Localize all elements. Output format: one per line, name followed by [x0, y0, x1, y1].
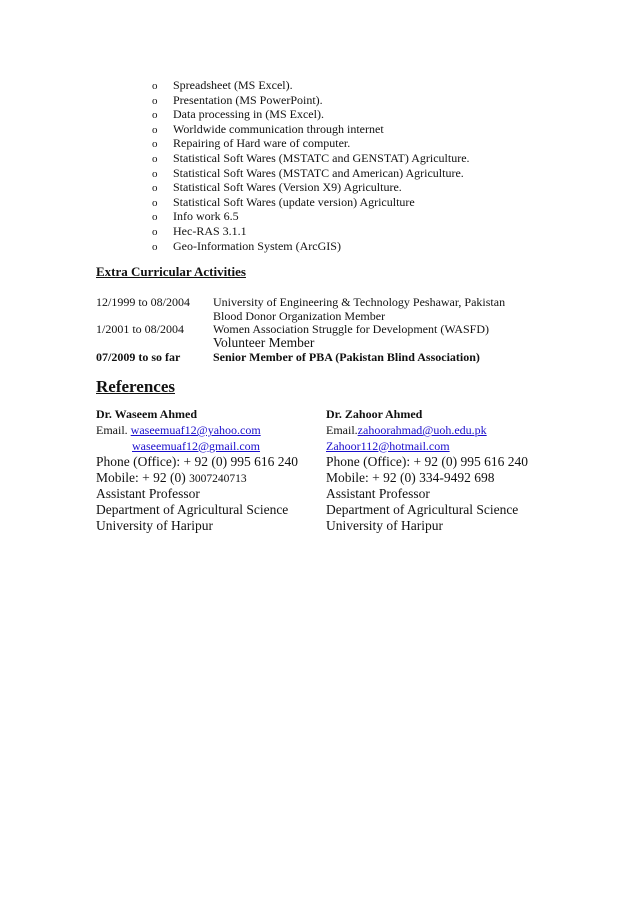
reference-title: Assistant Professor: [96, 486, 200, 501]
list-item: [152, 122, 470, 137]
extra-curricular-heading: Extra Curricular Activities: [96, 264, 246, 279]
list-item: [152, 180, 470, 195]
list-item-text: Statistical Soft Wares (Version X9) Agriculture.: [173, 180, 402, 195]
activity-role: Volunteer Member: [213, 335, 315, 350]
list-item-text: Info work 6.5: [173, 209, 239, 224]
reference-name: Dr. Waseem Ahmed: [96, 407, 198, 421]
list-item: [152, 151, 470, 166]
reference-phone: Phone (Office): + 92 (0) 995 616 240: [326, 454, 528, 469]
list-bullet: o: [152, 196, 158, 209]
list-item: [152, 93, 470, 108]
list-item: [152, 209, 470, 224]
list-bullet: o: [152, 109, 158, 122]
list-item-text: Spreadsheet (MS Excel).: [173, 78, 293, 92]
reference-email-alt: [96, 439, 326, 455]
reference-email: [96, 423, 326, 439]
email-link[interactable]: zahoorahmad@uoh.edu.pk: [357, 423, 487, 437]
list-bullet: o: [152, 123, 158, 136]
list-bullet: o: [152, 152, 158, 165]
list-item-text: Presentation (MS PowerPoint).: [173, 92, 323, 107]
list-bullet: o: [152, 182, 158, 195]
list-bullet: o: [152, 211, 158, 224]
reference-department: Department of Agricultural Science: [326, 502, 519, 517]
references-heading: References: [96, 377, 175, 396]
list-item: [152, 195, 470, 210]
list-item: [152, 107, 470, 122]
list-item-text: Geo-Information System (ArcGIS): [173, 238, 341, 253]
email-link[interactable]: waseemuaf12@yahoo.com: [130, 423, 261, 437]
activity-date: 12/1999 to 08/2004: [96, 295, 191, 309]
list-item-text: Statistical Soft Wares (MSTATC and American) Agriculture.: [173, 165, 464, 180]
list-item-text: Worldwide communication through internet: [173, 121, 384, 136]
email-label: Email.: [326, 423, 358, 437]
email-label: Email.: [96, 423, 131, 437]
list-bullet: o: [152, 80, 158, 92]
reference-email-alt: [326, 439, 556, 455]
list-item-text: Data processing in (MS Excel).: [173, 107, 324, 122]
reference-university: University of Haripur: [96, 518, 213, 533]
list-item-text: Statistical Soft Wares (update version) Agriculture: [173, 194, 415, 209]
reference-name: Dr. Zahoor Ahmed: [326, 407, 423, 421]
reference-phone: Phone (Office): + 92 (0) 995 616 240: [96, 454, 298, 469]
list-bullet: o: [152, 225, 158, 238]
reference-email: [326, 423, 556, 439]
reference-card: [96, 406, 326, 534]
list-item: [152, 136, 470, 151]
list-item: [152, 224, 470, 239]
activity-description: University of Engineering & Technology Peshawar, Pakistan: [213, 295, 506, 309]
reference-mobile: Mobile: + 92 (0) 334-9492 698: [326, 470, 495, 485]
activity-description: Women Association Struggle for Development (WASFD): [213, 322, 489, 336]
activity-date: 07/2009 to so far: [96, 350, 181, 364]
list-bullet: o: [152, 138, 158, 151]
list-item-text: Statistical Soft Wares (MSTATC and GENSTAT) Agriculture.: [173, 150, 470, 165]
activity-role: Blood Donor Organization Member: [213, 309, 386, 323]
list-item-text: Hec-RAS 3.1.1: [173, 223, 247, 238]
reference-department: Department of Agricultural Science: [96, 502, 289, 517]
mobile-number: 3007240713: [189, 473, 247, 485]
list-item-text: Repairing of Hard ware of computer.: [173, 136, 351, 151]
reference-mobile: [96, 470, 326, 486]
list-item: [152, 166, 470, 181]
skills-list: [152, 78, 470, 253]
list-bullet: o: [152, 167, 158, 180]
list-bullet: o: [152, 94, 158, 107]
list-item: [152, 239, 470, 254]
activity-description: Senior Member of PBA (Pakistan Blind Association): [213, 350, 480, 364]
email-link[interactable]: Zahoor112@hotmail.com: [326, 438, 450, 453]
reference-university: University of Haripur: [326, 518, 443, 533]
reference-title: Assistant Professor: [326, 486, 430, 501]
reference-card: [326, 406, 556, 534]
list-item: [152, 78, 470, 93]
email-link[interactable]: waseemuaf12@gmail.com: [132, 438, 261, 453]
mobile-label: Mobile: + 92 (0): [96, 470, 190, 485]
activity-date: 1/2001 to 08/2004: [96, 322, 185, 336]
list-bullet: o: [152, 240, 158, 253]
